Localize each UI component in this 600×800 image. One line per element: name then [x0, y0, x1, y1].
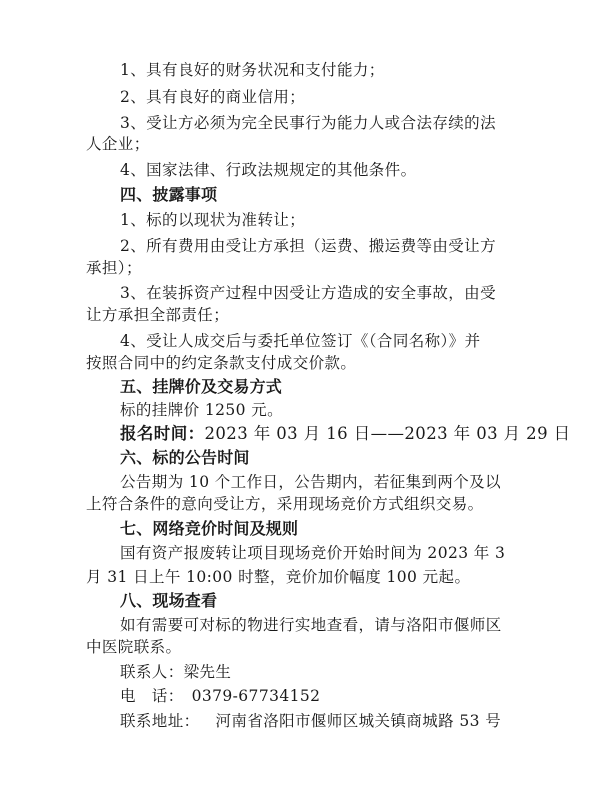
- bidding-line-2: 月 31 日上午 10:00 时整，竞价加价幅度 100 元起。: [86, 568, 471, 586]
- section-heading-announcement: 六、标的公告时间: [120, 448, 250, 467]
- contact-person: [120, 662, 231, 682]
- contact-address-label: 联系地址：: [120, 712, 200, 730]
- announcement-line-1: 公告期为 10 个工作日，公告期内，若征集到两个及以: [120, 473, 501, 491]
- section-heading-inspection: 八、现场查看: [120, 591, 218, 610]
- contact-phone-label: 电 话：: [120, 687, 184, 705]
- listing-price: 标的挂牌价 1250 元。: [120, 401, 284, 419]
- contact-phone-value: 0379-67734152: [191, 687, 321, 705]
- section-heading-listing: 五、挂牌价及交易方式: [120, 377, 283, 396]
- disclosure-item-2-line-2: 承担）；: [86, 259, 142, 277]
- inspection-line-2: 中医院联系。: [86, 638, 182, 656]
- condition-item-3-line-2: 人企业；: [86, 135, 150, 153]
- disclosure-item-2-line-1: 2、所有费用由受让方承担（运费、搬运费等由受让方: [120, 237, 496, 255]
- contact-address-value: 河南省洛阳市偃师区城关镇商城路 53 号: [215, 712, 502, 730]
- disclosure-item-4-line-1: 4、受让人成交后与委托单位签订《（合同名称）》并: [120, 332, 481, 350]
- condition-item-4: 4、国家法律、行政法规规定的其他条件。: [120, 161, 417, 179]
- contact-person-label: 联系人：: [120, 663, 184, 681]
- condition-item-3-line-1: 3、受让方必须为完全民事行为能力人或合法存续的法: [120, 114, 496, 132]
- registration-time: [120, 424, 571, 444]
- disclosure-item-4-line-2: 按照合同中的约定条款支付成交价款。: [86, 354, 357, 372]
- announcement-line-2: 上符合条件的意向受让方，采用现场竞价方式组织交易。: [86, 495, 484, 513]
- section-heading-bidding: 七、网络竞价时间及规则: [120, 519, 299, 538]
- section-heading-disclosure: 四、披露事项: [120, 185, 218, 204]
- registration-time-range: 2023 年 03 月 16 日——2023 年 03 月 29 日: [204, 424, 571, 443]
- contact-person-value: 梁先生: [183, 663, 232, 681]
- contact-address: [120, 711, 501, 731]
- condition-item-1: 1、具有良好的财务状况和支付能力；: [120, 61, 385, 79]
- disclosure-item-3-line-2: 让方承担全部责任；: [86, 306, 230, 324]
- disclosure-item-3-line-1: 3、在装拆资产过程中因受让方造成的安全事故，由受: [120, 284, 496, 302]
- condition-item-2: 2、具有良好的商业信用；: [120, 88, 306, 106]
- bidding-line-1: 国有资产报废转让项目现场竞价开始时间为 2023 年 3: [120, 544, 506, 562]
- disclosure-item-1: 1、标的以现状为准转让；: [120, 211, 306, 229]
- contact-phone: [120, 686, 320, 706]
- registration-time-label: 报名时间：: [120, 424, 205, 443]
- inspection-line-1: 如有需要可对标的物进行实地查看，请与洛阳市偃师区: [120, 616, 502, 634]
